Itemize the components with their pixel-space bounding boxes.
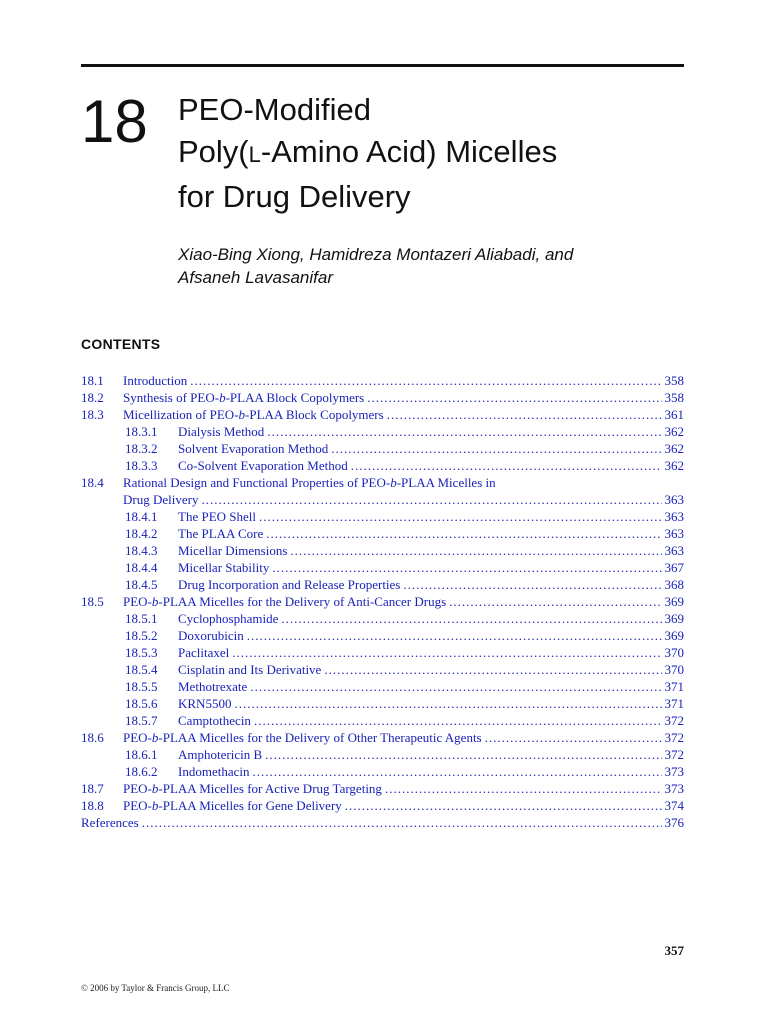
toc-entry-body xyxy=(123,593,684,610)
toc-entry[interactable] xyxy=(81,780,684,797)
toc-entry-page: 363 xyxy=(664,509,684,524)
toc-entry-title xyxy=(123,593,449,610)
toc-title-text: -PLAA Micelles for the Delivery of Anti-Cancer Drugs xyxy=(158,594,447,609)
toc-entry-page: 362 xyxy=(664,441,684,456)
toc-title-text: The PEO Shell xyxy=(178,509,256,524)
toc-entry-page: 358 xyxy=(664,373,684,388)
toc-entry-page: 369 xyxy=(664,628,684,643)
toc-entry[interactable] xyxy=(81,627,684,644)
toc-leader-dots xyxy=(449,593,661,610)
toc-entry-title xyxy=(123,729,485,746)
toc-entry-title xyxy=(123,372,190,389)
toc-leader-dots xyxy=(232,644,661,661)
toc-leader-dots xyxy=(351,457,662,474)
toc-title-text: Methotrexate xyxy=(178,679,248,694)
toc-entry-body xyxy=(178,678,684,695)
toc-entry[interactable] xyxy=(81,576,684,593)
toc-entry-number: 18.5.2 xyxy=(125,628,158,643)
toc-title-italic: b xyxy=(219,390,226,405)
toc-entry-page: 373 xyxy=(664,781,684,796)
toc-entry-number: 18.5.5 xyxy=(125,679,158,694)
toc-entry-title xyxy=(178,627,247,644)
toc-leader-dots xyxy=(485,729,662,746)
toc-entry[interactable] xyxy=(81,525,684,542)
toc-leader-dots xyxy=(385,780,662,797)
toc-leader-dots xyxy=(367,389,661,406)
toc-title-text: Doxorubicin xyxy=(178,628,244,643)
toc-title-text: Cyclophosphamide xyxy=(178,611,279,626)
toc-leader-dots xyxy=(259,508,662,525)
chapter-title xyxy=(178,89,678,218)
toc-entry-body xyxy=(178,610,684,627)
toc-title-text: Drug Delivery xyxy=(123,492,199,507)
toc-entry-page: 361 xyxy=(664,407,684,422)
toc-entry-title xyxy=(178,440,331,457)
toc-entry-number: 18.6 xyxy=(81,730,104,745)
toc-entry-body xyxy=(123,406,684,423)
toc-entry-number: 18.4.1 xyxy=(125,509,158,524)
toc-entry-number: 18.4 xyxy=(81,475,104,490)
toc-title-italic: b xyxy=(151,730,159,745)
toc-leader-dots xyxy=(250,678,661,695)
toc-title-text: Co-Solvent Evaporation Method xyxy=(178,458,348,473)
toc-entry-title xyxy=(178,712,254,729)
toc-entry-title xyxy=(123,780,385,797)
toc-entry-title xyxy=(178,559,272,576)
toc-entry-number: 18.7 xyxy=(81,781,104,796)
toc-entry-number: 18.5.4 xyxy=(125,662,158,677)
toc-entry[interactable] xyxy=(81,763,684,780)
toc-title-text: Micellar Dimensions xyxy=(178,543,288,558)
toc-entry-body xyxy=(81,814,684,831)
authors xyxy=(178,243,678,289)
toc-title-italic: b xyxy=(151,594,159,609)
toc-title-text: Rational Design and Functional Properties of PEO- xyxy=(123,475,391,490)
toc-title-text: KRN5500 xyxy=(178,696,232,711)
toc-entry-page: 362 xyxy=(664,458,684,473)
page-number: 357 xyxy=(664,943,684,958)
toc-title-text: PEO- xyxy=(123,798,152,813)
toc-entry-body xyxy=(178,440,684,457)
toc-entry-title xyxy=(178,457,351,474)
toc-title-text: -PLAA Block Copolymers xyxy=(245,407,384,422)
toc-entry-body xyxy=(178,508,684,525)
toc-entry[interactable] xyxy=(81,712,684,729)
toc-entry-page: 374 xyxy=(664,798,684,813)
toc-entry-page: 363 xyxy=(664,492,684,507)
toc-entry-number: 18.5.6 xyxy=(125,696,158,711)
toc-entry-number: 18.8 xyxy=(81,798,104,813)
toc-entry[interactable] xyxy=(81,457,684,474)
toc-title-text: -PLAA Block Copolymers xyxy=(225,390,365,405)
toc-leader-dots xyxy=(387,406,662,423)
toc-entry-body xyxy=(123,389,684,406)
toc-entry-page: 371 xyxy=(664,696,684,711)
toc-entry-page: 373 xyxy=(664,764,684,779)
toc-entry-body xyxy=(123,372,684,389)
toc-entry-number: 18.6.1 xyxy=(125,747,158,762)
toc-entry[interactable] xyxy=(81,423,684,440)
toc-entry[interactable] xyxy=(81,474,684,491)
toc-leader-dots xyxy=(190,372,661,389)
toc-title-text: Camptothecin xyxy=(178,713,251,728)
toc-title-text: Micellization of PEO- xyxy=(123,407,239,422)
toc-entry-body xyxy=(178,695,684,712)
toc-entry-page: 372 xyxy=(664,713,684,728)
toc-entry-title xyxy=(178,508,259,525)
toc-leader-dots xyxy=(324,661,661,678)
title-part: -Amino Acid) Micelles xyxy=(260,134,558,169)
toc-entry-body xyxy=(123,491,684,508)
toc-title-text: Introduction xyxy=(123,373,188,388)
toc-entry-body xyxy=(178,525,684,542)
chapter-title-line-3: for Drug Delivery xyxy=(178,179,411,214)
toc-entry-page: 371 xyxy=(664,679,684,694)
toc-title-text: Drug Incorporation and Release Properties xyxy=(178,577,401,592)
toc-entry-number: 18.4.5 xyxy=(125,577,158,592)
title-smallcaps-l: L xyxy=(248,142,261,167)
toc-entry[interactable] xyxy=(81,678,684,695)
toc-leader-dots xyxy=(266,525,661,542)
toc-entry[interactable] xyxy=(81,440,684,457)
toc-entry[interactable] xyxy=(81,661,684,678)
toc-entry-title xyxy=(178,678,250,695)
toc-entry[interactable] xyxy=(81,610,684,627)
toc-entry-title xyxy=(178,525,266,542)
toc-title-text: PEO- xyxy=(123,781,152,796)
toc-title-text: The PLAA Core xyxy=(178,526,264,541)
toc-title-text: Paclitaxel xyxy=(178,645,230,660)
toc-entry[interactable] xyxy=(81,406,684,423)
toc-entry-body xyxy=(178,661,684,678)
toc-leader-dots xyxy=(254,712,662,729)
chapter-title-line-1: PEO-Modified xyxy=(178,92,371,127)
title-part: Poly( xyxy=(178,134,249,169)
toc-entry-body xyxy=(178,542,684,559)
toc-entry-body xyxy=(178,746,684,763)
toc-title-text: -PLAA Micelles for Active Drug Targeting xyxy=(158,781,382,796)
toc-leader-dots xyxy=(290,542,661,559)
toc-leader-dots xyxy=(267,423,661,440)
toc-leader-dots xyxy=(247,627,662,644)
toc-entry[interactable] xyxy=(81,542,684,559)
toc-title-text: PEO- xyxy=(123,730,152,745)
toc-entry-body xyxy=(178,644,684,661)
toc-leader-dots xyxy=(142,814,662,831)
toc-entry-body xyxy=(178,457,684,474)
authors-line-1: Xiao-Bing Xiong, Hamidreza Montazeri Aliabadi, and xyxy=(178,245,574,264)
toc-leader-dots xyxy=(272,559,661,576)
toc-title-text: Indomethacin xyxy=(178,764,250,779)
toc-entry-number: 18.2 xyxy=(81,390,104,405)
toc-entry-number: 18.3.3 xyxy=(125,458,158,473)
toc-entry-title xyxy=(178,423,267,440)
toc-entry[interactable] xyxy=(81,559,684,576)
toc-entry[interactable] xyxy=(81,508,684,525)
toc-entry-page: 369 xyxy=(664,594,684,609)
toc-entry-number: 18.1 xyxy=(81,373,104,388)
toc-entry-body xyxy=(178,423,684,440)
toc-entry-page: 376 xyxy=(664,815,684,830)
toc-title-italic: b xyxy=(151,798,159,813)
toc-entry-page: 372 xyxy=(664,730,684,745)
toc-title-text: Amphotericin B xyxy=(178,747,263,762)
toc-title-text: -PLAA Micelles in xyxy=(396,475,496,490)
toc-entry-number: 18.4.4 xyxy=(125,560,158,575)
toc-entry-title xyxy=(178,661,324,678)
toc-entry[interactable] xyxy=(81,372,684,389)
toc-entry[interactable] xyxy=(81,593,684,610)
toc-title-text: PEO- xyxy=(123,594,152,609)
toc-title-italic: b xyxy=(390,475,397,490)
toc-title-text: Micellar Stability xyxy=(178,560,270,575)
toc-title-italic: b xyxy=(151,781,159,796)
toc-entry-body xyxy=(178,576,684,593)
toc-title-text: -PLAA Micelles for the Delivery of Other Therapeutic Agents xyxy=(158,730,482,745)
toc-entry-page: 363 xyxy=(664,526,684,541)
toc-entry-page: 369 xyxy=(664,611,684,626)
toc-entry-page: 362 xyxy=(664,424,684,439)
toc-leader-dots xyxy=(331,440,661,457)
toc-entry-number: 18.6.2 xyxy=(125,764,158,779)
toc-entry-page: 372 xyxy=(664,747,684,762)
toc-leader-dots xyxy=(345,797,662,814)
toc-entry[interactable] xyxy=(81,644,684,661)
toc-entry-title xyxy=(123,474,499,491)
toc-entry[interactable] xyxy=(81,729,684,746)
toc-entry-number: 18.3.2 xyxy=(125,441,158,456)
toc-entry[interactable] xyxy=(81,746,684,763)
toc-entry-title xyxy=(123,491,201,508)
toc-entry-page: 358 xyxy=(664,390,684,405)
toc-leader-dots xyxy=(403,576,661,593)
toc-entry[interactable] xyxy=(81,695,684,712)
table-of-contents xyxy=(81,372,684,831)
chapter-number: 18 xyxy=(81,88,148,155)
contents-heading: CONTENTS xyxy=(81,336,161,352)
toc-leader-dots xyxy=(281,610,661,627)
top-rule xyxy=(81,64,684,67)
toc-title-text: -PLAA Micelles for Gene Delivery xyxy=(158,798,342,813)
toc-entry-page: 363 xyxy=(664,543,684,558)
toc-leader-dots xyxy=(252,763,661,780)
toc-entry-number: 18.3.1 xyxy=(125,424,158,439)
toc-entry-title xyxy=(178,644,232,661)
toc-entry-page: 367 xyxy=(664,560,684,575)
toc-leader-dots xyxy=(201,491,661,508)
toc-entry-number: 18.5 xyxy=(81,594,104,609)
toc-entry-number: 18.5.3 xyxy=(125,645,158,660)
toc-entry-page: 370 xyxy=(664,662,684,677)
toc-entry-number: 18.4.2 xyxy=(125,526,158,541)
toc-entry-number: 18.4.3 xyxy=(125,543,158,558)
toc-entry[interactable] xyxy=(81,797,684,814)
toc-entry[interactable] xyxy=(81,389,684,406)
toc-title-text: Solvent Evaporation Method xyxy=(178,441,329,456)
toc-entry-body xyxy=(123,474,684,491)
toc-entry-page: 370 xyxy=(664,645,684,660)
copyright-notice: © 2006 by Taylor & Francis Group, LLC xyxy=(81,983,230,993)
toc-entry-title xyxy=(123,406,387,423)
toc-entry-number: 18.5.1 xyxy=(125,611,158,626)
toc-title-italic: b xyxy=(238,407,246,422)
toc-entry[interactable] xyxy=(81,814,684,831)
chapter-title-line-2 xyxy=(178,131,678,176)
toc-title-text: Synthesis of PEO- xyxy=(123,390,220,405)
toc-entry-title xyxy=(81,814,142,831)
toc-entry-title xyxy=(123,797,345,814)
toc-entry-title xyxy=(178,542,290,559)
toc-entry-number: 18.3 xyxy=(81,407,104,422)
toc-title-text: References xyxy=(81,815,139,830)
toc-entry-title xyxy=(178,746,265,763)
toc-entry-body xyxy=(123,729,684,746)
toc-entry-number: 18.5.7 xyxy=(125,713,158,728)
authors-line-2: Afsaneh Lavasanifar xyxy=(178,268,333,287)
toc-entry-title xyxy=(123,389,367,406)
toc-title-text: Cisplatin and Its Derivative xyxy=(178,662,322,677)
toc-entry-body xyxy=(178,627,684,644)
toc-entry-body xyxy=(178,712,684,729)
toc-entry-body xyxy=(178,763,684,780)
toc-entry-body xyxy=(123,797,684,814)
toc-entry-title xyxy=(178,610,281,627)
toc-entry-title xyxy=(178,576,403,593)
toc-title-text: Dialysis Method xyxy=(178,424,265,439)
toc-entry-page: 368 xyxy=(664,577,684,592)
toc-entry-title xyxy=(178,763,252,780)
toc-leader-dots xyxy=(265,746,661,763)
toc-leader-dots xyxy=(234,695,661,712)
toc-entry-body xyxy=(123,780,684,797)
toc-entry-body xyxy=(178,559,684,576)
toc-entry[interactable] xyxy=(81,491,684,508)
toc-entry-title xyxy=(178,695,234,712)
